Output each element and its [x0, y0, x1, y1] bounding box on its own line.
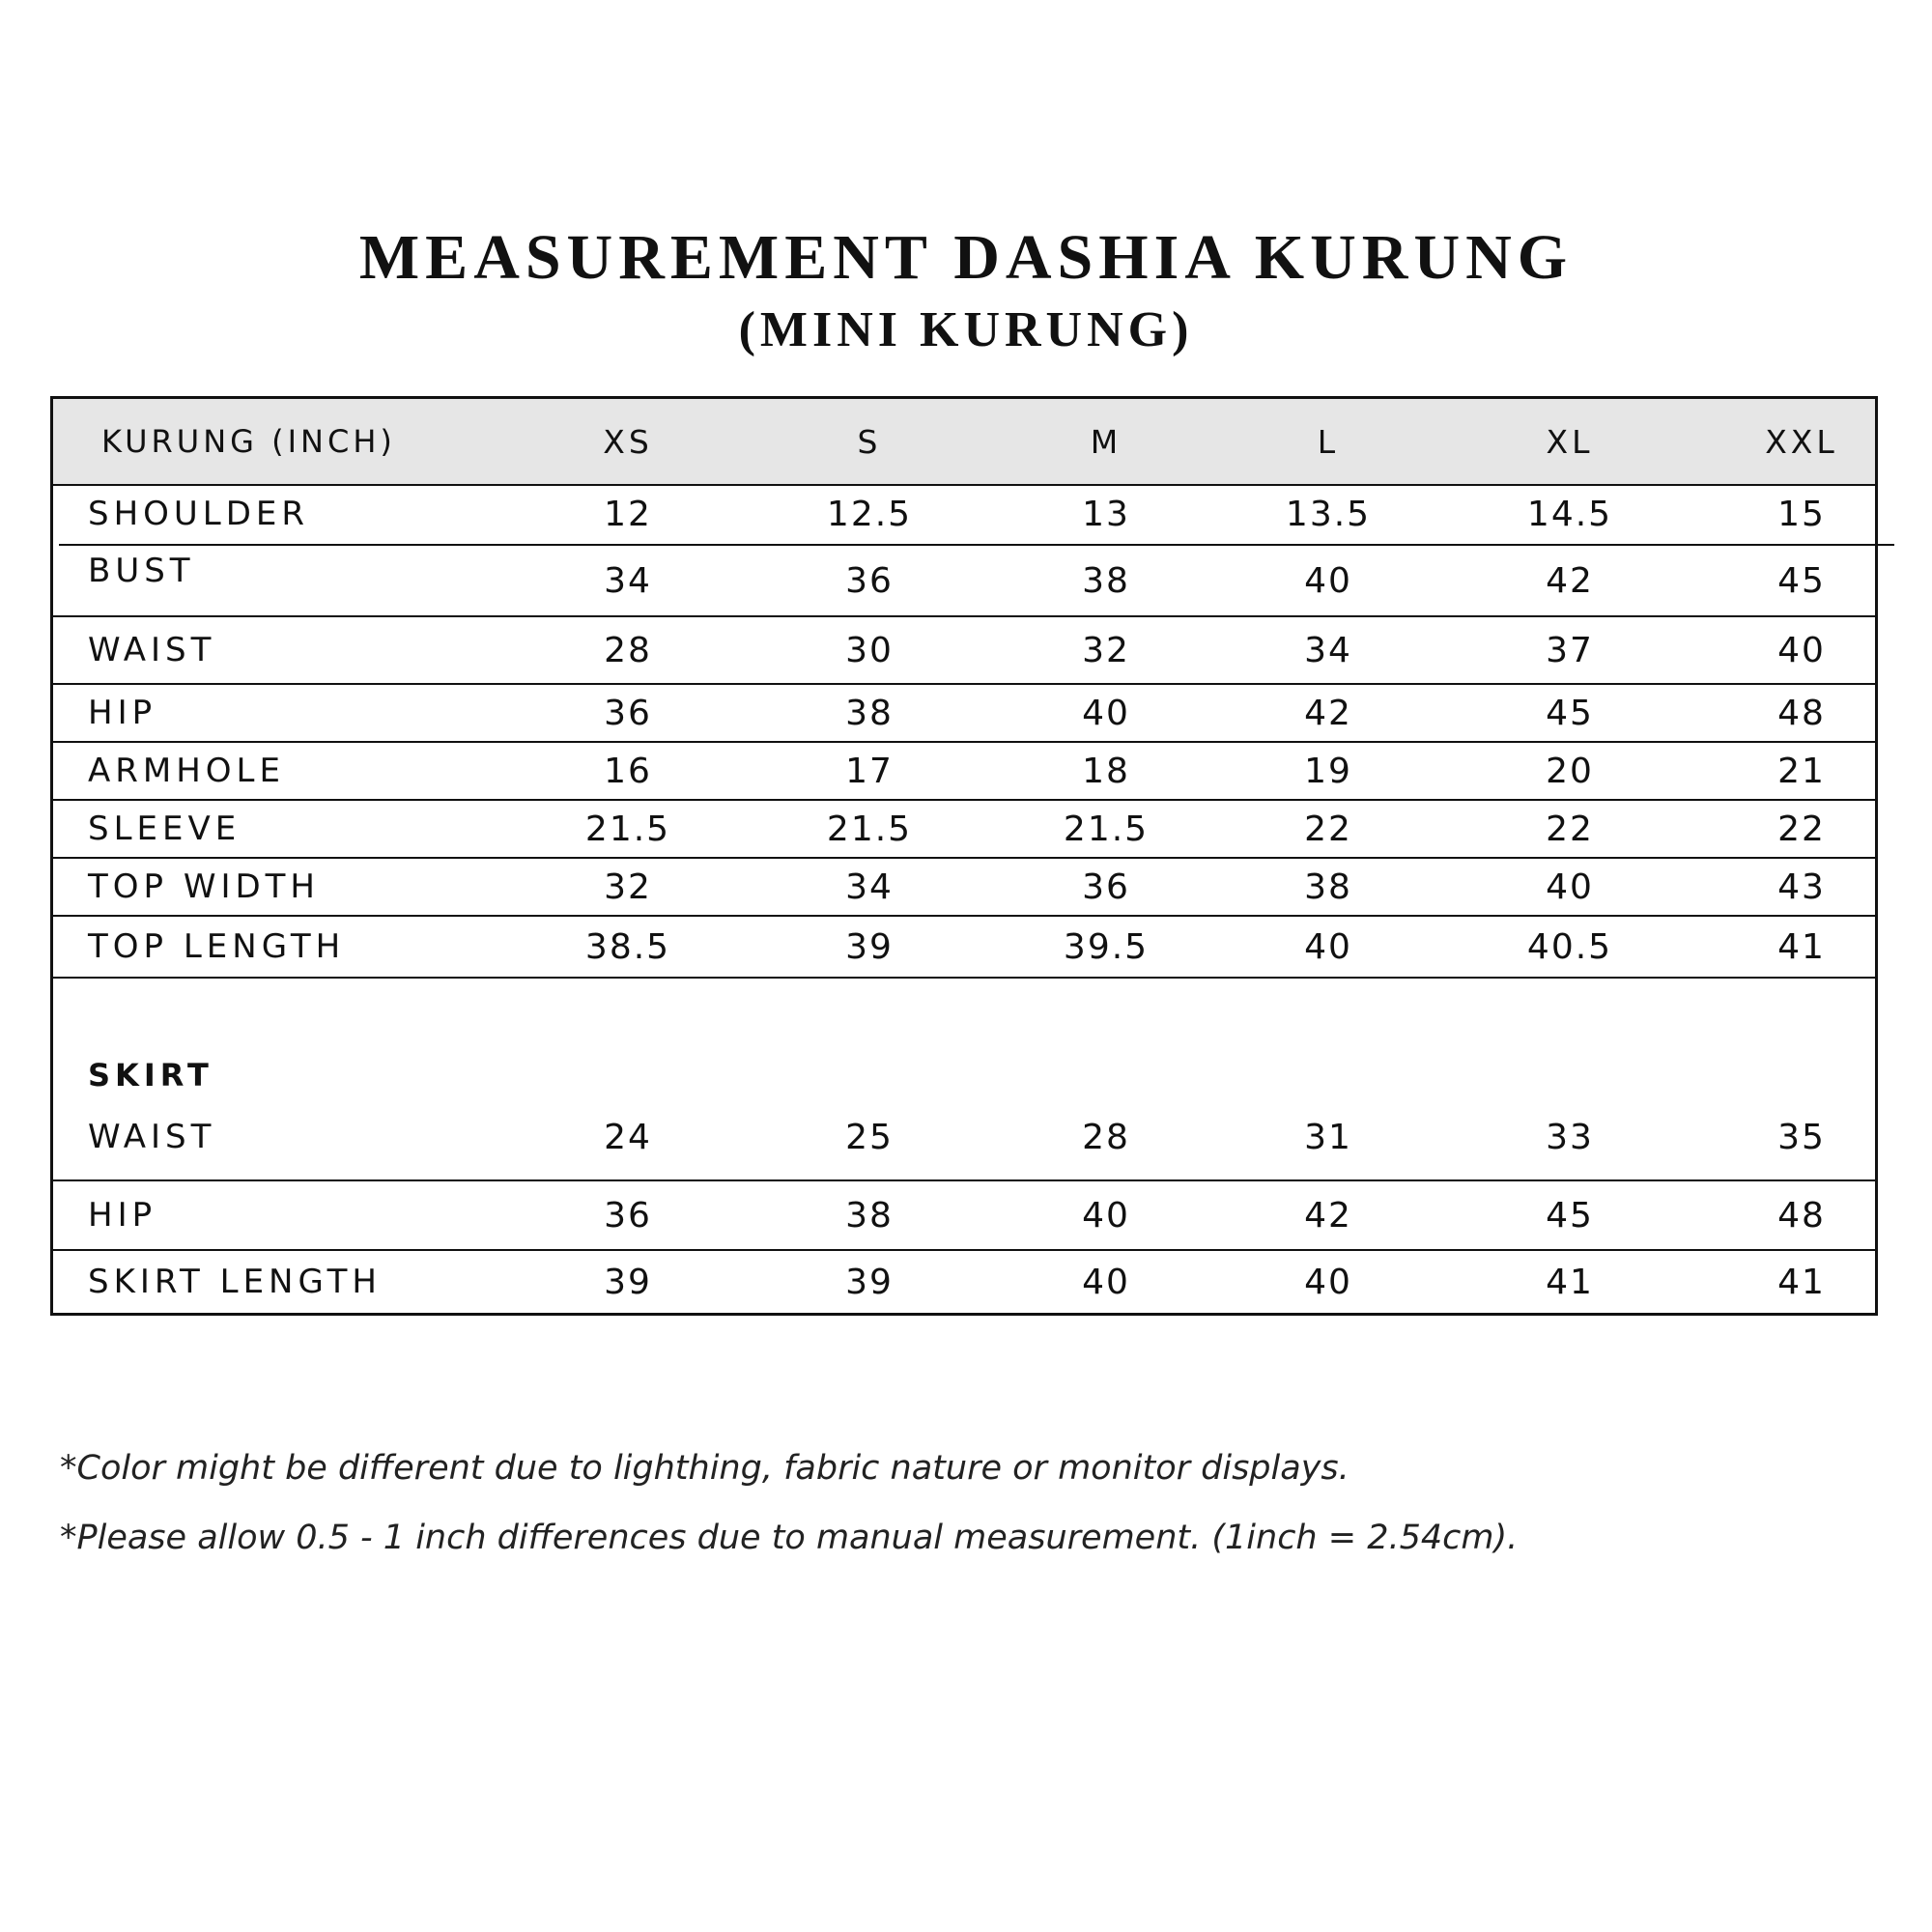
row-value: 40 [1304, 560, 1352, 601]
header-label: KURUNG (INCH) [101, 423, 396, 460]
table-row-skirt-waist [53, 1104, 1875, 1170]
row-value: 34 [1304, 630, 1352, 670]
table-row-top-length [53, 917, 1875, 977]
color-disclaimer-note: *Color might be different due to lighthing, fabric nature or monitor displays. [60, 1449, 1350, 1488]
row-value: 25 [845, 1117, 894, 1157]
row-value: 14.5 [1526, 494, 1613, 534]
row-value: 13.5 [1285, 494, 1372, 534]
row-value: 16 [604, 751, 652, 791]
table-row-waist [53, 617, 1875, 683]
page-title: MEASUREMENT DASHIA KURUNG [358, 222, 1574, 293]
row-value: 18 [1082, 751, 1130, 791]
row-value: 41 [1777, 926, 1826, 967]
row-value: 22 [1304, 809, 1352, 849]
row-value: 35 [1777, 1117, 1826, 1157]
row-value: 42 [1304, 1195, 1352, 1236]
page-subtitle: (MINI KURUNG) [738, 302, 1194, 357]
header-size-xxl: XXL [1765, 422, 1838, 461]
row-value: 40 [1304, 926, 1352, 967]
row-value: 36 [1082, 867, 1130, 907]
measurement-tolerance-note: *Please allow 0.5 - 1 inch differences due to manual measurement. (1inch = 2.54cm). [60, 1519, 1519, 1557]
row-label: TOP LENGTH [88, 927, 346, 966]
row-value: 39 [604, 1262, 652, 1302]
row-value: 31 [1304, 1117, 1352, 1157]
row-label: WAIST [88, 1118, 216, 1156]
row-label: WAIST [88, 631, 216, 669]
row-value: 37 [1546, 630, 1594, 670]
row-label: SHOULDER [88, 495, 310, 533]
row-value: 45 [1546, 693, 1594, 733]
row-value: 42 [1546, 560, 1594, 601]
row-value: 22 [1777, 809, 1826, 849]
row-value: 40 [1304, 1262, 1352, 1302]
skirt-section-label: SKIRT [88, 1057, 213, 1094]
row-label: SLEEVE [88, 810, 242, 848]
row-value: 21.5 [584, 809, 671, 849]
table-row-sleeve [53, 801, 1875, 857]
row-value: 34 [604, 560, 652, 601]
table-row-top-width [53, 859, 1875, 915]
row-value: 32 [1082, 630, 1130, 670]
row-value: 20 [1546, 751, 1594, 791]
row-value: 41 [1546, 1262, 1594, 1302]
row-label: HIP [88, 1196, 157, 1235]
row-value: 42 [1304, 693, 1352, 733]
row-value: 19 [1304, 751, 1352, 791]
row-value: 40 [1082, 693, 1130, 733]
measurement-table [50, 396, 1878, 1316]
table-row-armhole [53, 743, 1875, 799]
row-value: 39.5 [1063, 926, 1150, 967]
row-label: ARMHOLE [88, 752, 285, 790]
header-size-xs: XS [603, 422, 653, 461]
row-value: 45 [1546, 1195, 1594, 1236]
row-value: 22 [1546, 809, 1594, 849]
row-value: 39 [845, 926, 894, 967]
row-label: TOP WIDTH [88, 867, 321, 906]
row-value: 38.5 [584, 926, 671, 967]
row-value: 40 [1546, 867, 1594, 907]
table-row-skirt-length [53, 1251, 1875, 1313]
row-value: 33 [1546, 1117, 1594, 1157]
row-value: 38 [845, 693, 894, 733]
row-value: 36 [604, 693, 652, 733]
row-label: BUST [88, 552, 195, 590]
row-value: 40 [1082, 1262, 1130, 1302]
header-size-s: S [857, 422, 882, 461]
row-value: 36 [604, 1195, 652, 1236]
row-value: 34 [845, 867, 894, 907]
row-value: 36 [845, 560, 894, 601]
table-row-bust [53, 546, 1875, 615]
row-value: 21.5 [1063, 809, 1150, 849]
row-value: 21 [1777, 751, 1826, 791]
row-value: 28 [1082, 1117, 1130, 1157]
table-row-skirt-hip [53, 1181, 1875, 1249]
row-value: 21.5 [826, 809, 913, 849]
row-label: HIP [88, 694, 157, 732]
row-value: 43 [1777, 867, 1826, 907]
header-size-m: M [1090, 422, 1122, 461]
row-value: 38 [1304, 867, 1352, 907]
table-header-row [53, 399, 1875, 486]
row-value: 38 [1082, 560, 1130, 601]
row-divider [53, 977, 1875, 979]
table-row-hip [53, 685, 1875, 741]
row-value: 32 [604, 867, 652, 907]
row-value: 48 [1777, 693, 1826, 733]
row-value: 40 [1777, 630, 1826, 670]
header-size-l: L [1317, 422, 1340, 461]
row-label: SKIRT LENGTH [88, 1263, 382, 1301]
row-value: 30 [845, 630, 894, 670]
row-value: 45 [1777, 560, 1826, 601]
row-value: 40 [1082, 1195, 1130, 1236]
row-value: 12 [604, 494, 652, 534]
row-value: 39 [845, 1262, 894, 1302]
row-value: 17 [845, 751, 894, 791]
row-value: 13 [1082, 494, 1130, 534]
header-size-xl: XL [1546, 422, 1594, 461]
table-row-shoulder [53, 484, 1875, 544]
row-value: 28 [604, 630, 652, 670]
row-value: 48 [1777, 1195, 1826, 1236]
row-value: 41 [1777, 1262, 1826, 1302]
row-value: 24 [604, 1117, 652, 1157]
row-value: 38 [845, 1195, 894, 1236]
row-value: 15 [1777, 494, 1826, 534]
row-value: 12.5 [826, 494, 913, 534]
row-value: 40.5 [1526, 926, 1613, 967]
